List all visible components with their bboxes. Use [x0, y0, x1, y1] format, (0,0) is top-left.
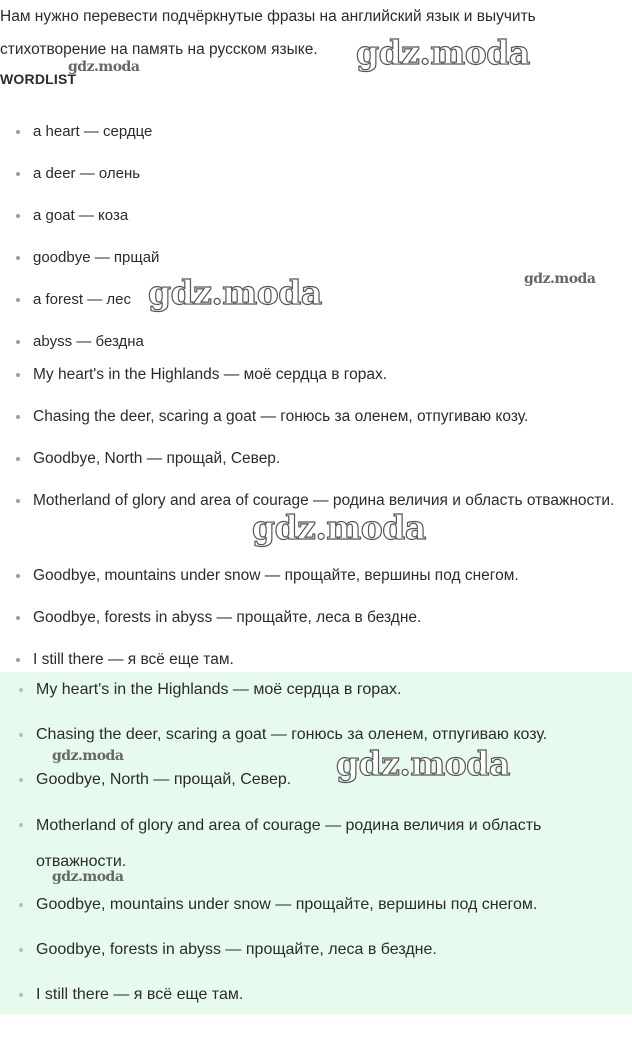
- wordlist-heading: WORDLIST: [0, 71, 77, 87]
- watermark: gdz.moda: [52, 869, 124, 885]
- wordlist: [0, 115, 630, 685]
- list-item: a goat — коза: [0, 199, 630, 241]
- list-item: I still there — я всё еще там.: [3, 978, 628, 1023]
- list-item: Goodbye, North — прощай, Север.: [0, 442, 630, 484]
- list-item: Goodbye, mountains under snow — прощайте, вершины под снегом.: [3, 888, 628, 933]
- list-item: Motherland of glory and area of courage — родина величия и область отважности.: [0, 484, 630, 559]
- list-item: My heart's in the Highlands — моё сердца в горах.: [3, 673, 628, 718]
- watermark: gdz.moda: [148, 273, 322, 312]
- list-item: goodbye — прщай: [0, 241, 630, 283]
- intro-text: Нам нужно перевести подчёркнутые фразы на английский язык и выучить стихотворение на память на русском языке.: [0, 8, 536, 58]
- highlighted-list: [3, 673, 628, 1023]
- list-item: I still there — я всё еще там.: [0, 643, 630, 685]
- list-item: My heart's in the Highlands — моё сердца в горах.: [0, 358, 630, 400]
- list-item: Goodbye, forests in abyss — прощайте, леса в бездне.: [3, 933, 628, 978]
- watermark: gdz.moda: [52, 748, 124, 764]
- watermark: gdz.moda: [252, 508, 426, 547]
- list-item: Goodbye, North — прощай, Север.: [3, 763, 628, 808]
- list-item: Goodbye, mountains under snow — прощайте, вершины под снегом.: [0, 559, 630, 601]
- list-item: Chasing the deer, scaring a goat — гонюсь за оленем, отпугиваю козу.: [3, 718, 628, 763]
- list-item: Goodbye, forests in abyss — прощайте, леса в бездне.: [0, 601, 630, 643]
- watermark: gdz.moda: [336, 744, 510, 783]
- list-item: abyss — бездна: [0, 325, 630, 358]
- watermark: gdz.moda: [68, 59, 140, 75]
- list-item: Chasing the deer, scaring a goat — гонюсь за оленем, отпугиваю козу.: [0, 400, 630, 442]
- watermark: gdz.moda: [524, 271, 596, 287]
- list-item: a heart — сердце: [0, 115, 630, 157]
- list-item: Motherland of glory and area of courage — родина величия и область отважности.: [3, 808, 628, 888]
- list-item: a forest — лес: [0, 283, 630, 325]
- watermark: gdz.moda: [356, 33, 530, 72]
- list-item: a deer — олень: [0, 157, 630, 199]
